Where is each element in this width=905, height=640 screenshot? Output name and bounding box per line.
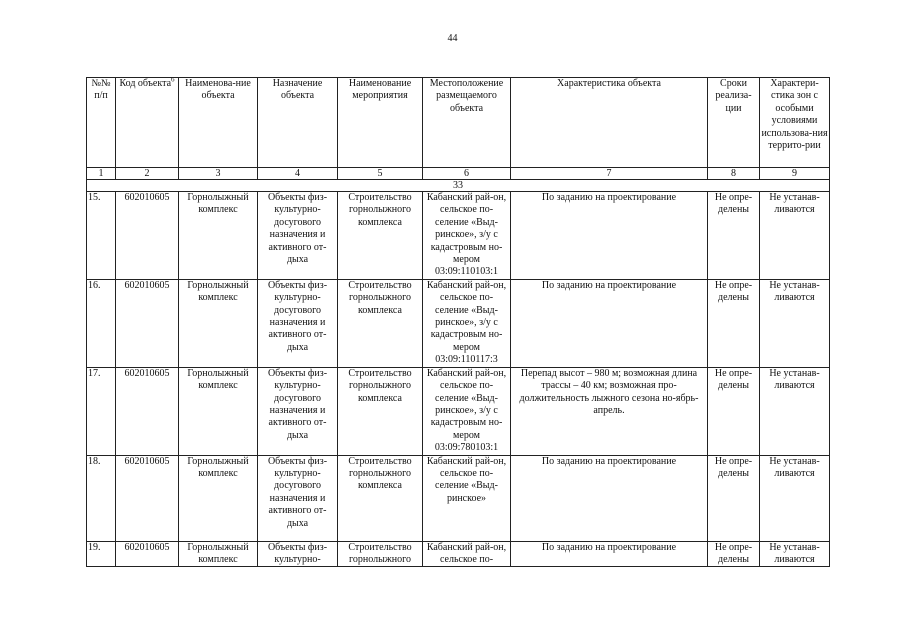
object-purpose: Объекты физ-культурно-досугового назначения и активного от-дыха [258, 455, 338, 541]
object-code: 602010605 [116, 541, 179, 567]
column-number: 4 [258, 168, 338, 180]
column-number: 1 [87, 168, 116, 180]
header-code [116, 78, 179, 168]
column-number: 9 [760, 168, 830, 180]
object-purpose: Объекты физ-культурно-досугового назначения и активного от-дыха [258, 192, 338, 280]
special-zones: Не устанав-ливаются [760, 541, 830, 567]
special-zones: Не устанав-ливаются [760, 455, 830, 541]
object-code: 602010605 [116, 192, 179, 280]
object-purpose: Объекты физ-культурно- [258, 541, 338, 567]
implementation-terms: Не опре-делены [708, 541, 760, 567]
header-terms: Сроки реализа-ции [708, 78, 760, 168]
action-name: Строительство горнолыжного комплекса [338, 455, 423, 541]
table-row [87, 541, 830, 567]
row-number: 18. [87, 455, 116, 541]
implementation-terms: Не опре-делены [708, 455, 760, 541]
column-number: 8 [708, 168, 760, 180]
column-number: 3 [179, 168, 258, 180]
object-name: Горнолыжный комплекс [179, 367, 258, 455]
table-row [87, 192, 830, 280]
header-row [87, 78, 830, 168]
object-characteristic: По заданию на проектирование [511, 541, 708, 567]
table-row [87, 367, 830, 455]
header-code-text: Код объекта [119, 78, 172, 89]
special-zones: Не устанав-ливаются [760, 367, 830, 455]
object-code: 602010605 [116, 367, 179, 455]
action-name: Строительство горнолыжного [338, 541, 423, 567]
object-location: Кабанский рай-он, сельское по-селение «Выд-ринское», з/у с кадастровым но-мером 03:09:780103:1 [423, 367, 511, 455]
header-footnote: 6 [171, 77, 175, 84]
header-location: Местоположение размещаемого объекта [423, 78, 511, 168]
page-number: 44 [447, 33, 458, 44]
action-name: Строительство горнолыжного комплекса [338, 279, 423, 367]
implementation-terms: Не опре-делены [708, 192, 760, 280]
object-characteristic: По заданию на проектирование [511, 192, 708, 280]
row-number: 19. [87, 541, 116, 567]
row-number: 17. [87, 367, 116, 455]
object-location: Кабанский рай-он, сельское по- [423, 541, 511, 567]
object-characteristic: По заданию на проектирование [511, 455, 708, 541]
object-purpose: Объекты физ-культурно-досугового назначения и активного от-дыха [258, 367, 338, 455]
header-characteristic: Характеристика объекта [511, 78, 708, 168]
implementation-terms: Не опре-делены [708, 367, 760, 455]
special-zones: Не устанав-ливаются [760, 279, 830, 367]
header-name: Наименова-ние объекта [179, 78, 258, 168]
object-code: 602010605 [116, 279, 179, 367]
object-location: Кабанский рай-он, сельское по-селение «Выд-ринское» [423, 455, 511, 541]
column-number: 6 [423, 168, 511, 180]
column-number: 2 [116, 168, 179, 180]
action-name: Строительство горнолыжного комплекса [338, 192, 423, 280]
row-number: 15. [87, 192, 116, 280]
object-name: Горнолыжный комплекс [179, 192, 258, 280]
header-num: №№ п/п [87, 78, 116, 168]
column-number: 5 [338, 168, 423, 180]
table-row [87, 279, 830, 367]
row-number: 16. [87, 279, 116, 367]
table-row [87, 455, 830, 541]
column-number: 7 [511, 168, 708, 180]
object-characteristic: Перепад высот – 980 м; возможная длина трассы – 40 км; возможная про-должительность лыжного сезона но-ябрь-апрель. [511, 367, 708, 455]
special-zones: Не устанав-ливаются [760, 192, 830, 280]
object-purpose: Объекты физ-культурно-досугового назначения и активного от-дыха [258, 279, 338, 367]
objects-table [86, 77, 830, 567]
action-name: Строительство горнолыжного комплекса [338, 367, 423, 455]
object-name: Горнолыжный комплекс [179, 279, 258, 367]
header-action: Наименование мероприятия [338, 78, 423, 168]
object-location: Кабанский рай-он, сельское по-селение «Выд-ринское», з/у с кадастровым но-мером 03:09:110103:1 [423, 192, 511, 280]
header-purpose: Назначение объекта [258, 78, 338, 168]
implementation-terms: Не опре-делены [708, 279, 760, 367]
section-number: 33 [87, 180, 830, 192]
object-location: Кабанский рай-он, сельское по-селение «Выд-ринское», з/у с кадастровым но-мером 03:09:110117:3 [423, 279, 511, 367]
object-name: Горнолыжный комплекс [179, 541, 258, 567]
object-code: 602010605 [116, 455, 179, 541]
column-number-row [87, 168, 830, 180]
object-name: Горнолыжный комплекс [179, 455, 258, 541]
object-characteristic: По заданию на проектирование [511, 279, 708, 367]
header-zones: Характери-стика зон с особыми условиями использова-ния террито-рии [760, 78, 830, 168]
section-row [87, 180, 830, 192]
